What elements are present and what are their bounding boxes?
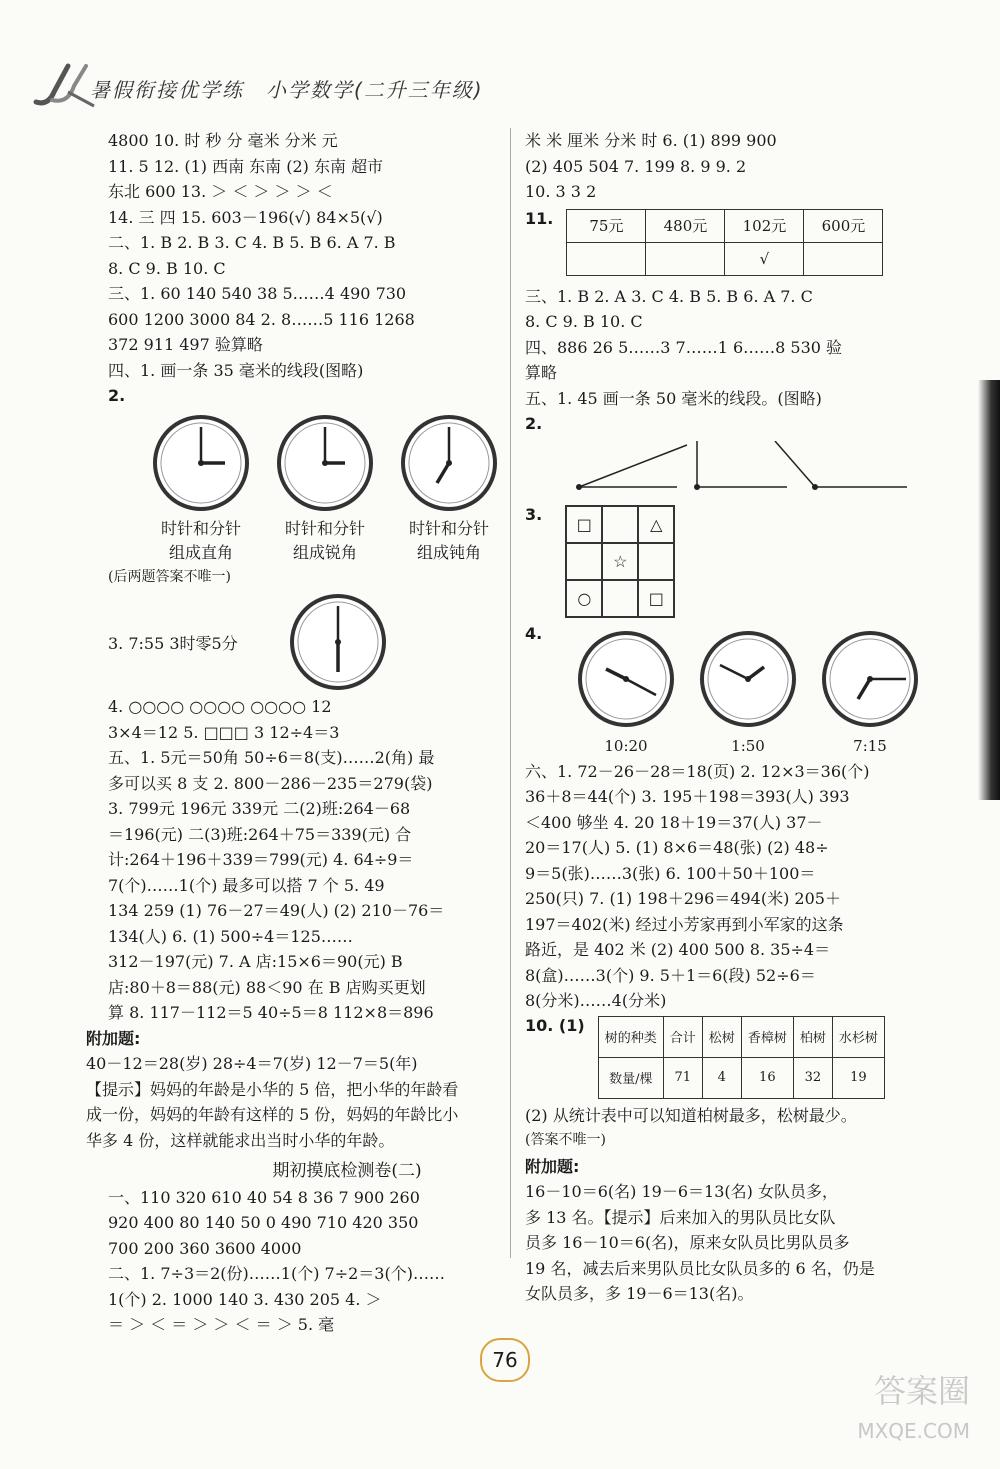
header-title: 暑假衔接优学练 小学数学(二升三年级) <box>90 78 484 102</box>
answer-line: 算略 <box>525 363 558 382</box>
table-cell: 102元 <box>725 209 804 242</box>
table-cell: 19 <box>832 1057 884 1098</box>
answer-line: 华多 4 份，这样就能求出当时小华的年龄。 <box>86 1130 395 1150</box>
clock-icon <box>288 592 388 692</box>
table-cell: √ <box>725 242 804 275</box>
q11-label: 11. <box>525 208 554 228</box>
table-cell <box>804 242 883 275</box>
answer-line: 134(人) 6. (1) 500÷4＝125…… <box>108 926 353 946</box>
answer-line: 女队员多，多 19－6＝13(名)。 <box>525 1284 754 1303</box>
answer-line: 三、1. B 2. A 3. C 4. B 5. B 6. A 7. C <box>525 286 813 306</box>
answer-line: 8. C 9. B 10. C <box>108 258 226 278</box>
answer-line: 二、1. 7÷3＝2(份)……1(个) 7÷2＝3(个)…… <box>108 1264 445 1283</box>
answer-line: 员多 16－10＝6(名)，原来女队员比男队员多 <box>525 1233 850 1252</box>
answer-line: 600 1200 3000 84 2. 8……5 116 1268 <box>108 309 415 329</box>
table-cell: 树的种类 <box>598 1016 663 1057</box>
clock-time-label: 7:15 <box>853 736 887 755</box>
answer-line: 算 8. 117－112＝5 40÷5＝8 112×8＝896 <box>108 1003 434 1022</box>
price-table <box>566 209 883 276</box>
answer-line: 8(盒)……3(个) 9. 5＋1＝6(段) 52÷6＝ <box>525 965 816 985</box>
clock-caption: 时针和分针 <box>160 518 241 538</box>
clock-item <box>274 413 376 565</box>
answer-line: 312－197(元) 7. A 店:15×6＝90(元) B <box>108 952 403 971</box>
answer-line: 五、1. 45 画一条 50 毫米的线段。(图略) <box>525 388 822 408</box>
table-cell: 水杉树 <box>832 1016 884 1057</box>
answer-line: 成一份，妈妈的年龄有这样的 5 份，妈妈的年龄比小 <box>86 1105 459 1124</box>
table-cell: 32 <box>793 1057 832 1098</box>
angles-diagram <box>547 441 907 497</box>
table-cell: 16 <box>741 1057 793 1098</box>
answer-line: 8. C 9. B 10. C <box>525 312 643 331</box>
answer-line: 134 259 (1) 76－27＝49(人) (2) 210－76＝ <box>108 901 445 920</box>
answer-line: 40－12＝28(岁) 28÷4＝7(岁) 12－7＝5(年) <box>86 1054 418 1073</box>
answer-line: 8(分米)……4(分米) <box>525 991 667 1010</box>
clock-caption: 组成锐角 <box>292 542 357 562</box>
clock-icon <box>151 413 251 513</box>
grid-cell: □ <box>638 580 674 617</box>
table-cell: 75元 <box>567 209 646 242</box>
answer-line: 19 名，减去后来男队员比女队员多的 6 名，仍是 <box>525 1258 875 1278</box>
answer-line: 4. ○○○○ ○○○○ ○○○○ 12 <box>108 697 332 716</box>
grid-cell <box>566 543 602 580</box>
right-column <box>525 128 930 1307</box>
left-column <box>86 128 506 1338</box>
clock-icon <box>820 629 920 729</box>
table-cell: 71 <box>663 1057 702 1098</box>
grid-cell <box>602 506 638 543</box>
table-cell <box>646 242 725 275</box>
answer-line: 计:264＋196＋339＝799(元) 4. 64÷9＝ <box>108 850 414 869</box>
answer-line: 36＋8＝44(个) 3. 195＋198＝393(人) 393 <box>525 787 850 806</box>
answer-line: 16－10＝6(名) 19－6＝13(名) 女队员多， <box>525 1182 838 1201</box>
answer-line: 2. <box>525 414 543 433</box>
header-subtitle: 小学数学(二升三年级) <box>266 78 484 102</box>
table-cell: 600元 <box>804 209 883 242</box>
answer-line: ＝ ＞ ＜ ＝ ＞ ＞ ＜ ＝ ＞ 5. 毫 <box>108 1315 335 1334</box>
table-cell: 松树 <box>702 1016 741 1057</box>
q3-label: 3. <box>525 504 543 524</box>
clock-row-right <box>575 629 930 755</box>
shape-grid <box>565 505 675 618</box>
clock-caption: 时针和分针 <box>408 518 489 538</box>
clock-item <box>150 413 252 565</box>
answer-line: 米 米 厘米 分米 时 6. (1) 899 900 <box>525 131 777 150</box>
clock-caption: 组成直角 <box>168 542 233 562</box>
answer-line: 六、1. 72－26－28＝18(页) 2. 12×3＝36(个) <box>525 761 870 781</box>
grid-cell <box>602 580 638 617</box>
answer-line: 五、1. 5元＝50角 50÷6＝8(支)……2(角) 最 <box>108 748 435 767</box>
section-title: 期初摸底检测卷(二) <box>272 1161 422 1181</box>
answer-line: 700 200 360 3600 4000 <box>108 1238 302 1258</box>
note-text: (后两题答案不唯一) <box>108 568 231 585</box>
answer-line: 二、1. B 2. B 3. C 4. B 5. B 6. A 7. B <box>108 233 396 252</box>
answer-line: 920 400 80 140 50 0 490 710 420 350 <box>108 1213 419 1232</box>
extra-title: 附加题: <box>86 1028 141 1048</box>
watermark-sub: MXQE.COM <box>857 1419 970 1443</box>
answer-line: 四、1. 画一条 35 毫米的线段(图略) <box>108 360 364 380</box>
answer-line: 四、886 26 5……3 7……1 6……8 530 验 <box>525 337 843 357</box>
answer-line: 东北 600 13. ＞ ＜ ＞ ＞ ＞ ＜ <box>108 182 333 201</box>
answer-line: 250(只) 7. (1) 198＋296＝494(米) 205＋ <box>525 889 841 908</box>
answer-line: 1(个) 2. 1000 140 3. 430 205 4. ＞ <box>108 1289 382 1309</box>
clock-item <box>819 629 921 755</box>
page-edge-shadow <box>978 380 1000 800</box>
watermark-main: 答案圈 <box>873 1372 970 1410</box>
q3-row <box>525 505 930 618</box>
clock-icon <box>399 413 499 513</box>
answer-line: 多 13 名。【提示】后来加入的男队员比女队 <box>525 1207 836 1227</box>
answer-line: 372 911 497 验算略 <box>108 335 263 354</box>
answer-line: 三、1. 60 140 540 38 5……4 490 730 <box>108 284 407 303</box>
answer-line: 路近，是 402 米 (2) 400 500 8. 35÷4＝ <box>525 940 831 959</box>
grid-cell: ☆ <box>602 543 638 580</box>
q4-label: 4. <box>525 623 543 643</box>
clock-time-label: 10:20 <box>604 736 648 755</box>
clock-caption: 组成钝角 <box>416 542 481 562</box>
answer-line: 2. <box>108 386 126 405</box>
column-divider <box>510 128 511 1258</box>
q10-row <box>525 1016 930 1099</box>
answer-line: 3. 7:55 3时零5分 <box>108 633 238 653</box>
answer-line: 9＝5(张)……3(张) 6. 100＋50＋100＝ <box>525 863 816 883</box>
clock-time-label: 1:50 <box>731 736 765 755</box>
table-cell: 香樟树 <box>741 1016 793 1057</box>
answer-line: 3. 799元 196元 339元 二(2)班:264－68 <box>108 799 411 818</box>
answer-line: 197＝402(米) 经过小芳家再到小军家的这条 <box>525 914 844 934</box>
answer-line: 14. 三 四 15. 603－196(√) 84×5(√) <box>108 207 383 227</box>
note-text: (答案不唯一) <box>525 1132 606 1148</box>
clock-icon <box>698 629 798 729</box>
brand-logo-icon <box>28 62 98 110</box>
answer-line: 【提示】妈妈的年龄是小华的 5 倍，把小华的年龄看 <box>86 1079 459 1099</box>
table-cell: 合计 <box>663 1016 702 1057</box>
page-number: 76 <box>480 1338 530 1382</box>
clock-item <box>575 629 677 755</box>
table-cell: 柏树 <box>793 1016 832 1057</box>
clock-caption: 时针和分针 <box>284 518 365 538</box>
extra-title: 附加题: <box>525 1156 580 1176</box>
table-cell: 4 <box>702 1057 741 1098</box>
answer-line: 一、110 320 610 40 54 8 36 7 900 260 <box>108 1187 420 1207</box>
grid-cell: △ <box>638 506 674 543</box>
page-header <box>28 62 528 110</box>
grid-cell: □ <box>566 506 602 543</box>
answer-line: ＜400 够坐 4. 20 18＋19＝37(人) 37－ <box>525 812 823 832</box>
table-cell: 480元 <box>646 209 725 242</box>
answer-line: 10. 3 3 2 <box>525 182 597 201</box>
answer-line: 3×4＝12 5. □□□ 3 12÷4＝3 <box>108 722 340 742</box>
q11-row <box>525 209 930 276</box>
grid-cell: ○ <box>566 580 602 617</box>
clock-row-left <box>150 413 506 565</box>
answer-line: ＝196(元) 二(3)班:264＋75＝339(元) 合 <box>108 824 412 844</box>
clock-item <box>398 413 500 565</box>
clock-icon <box>275 413 375 513</box>
answer-line: 7(个)……1(个) 最多可以搭 7 个 5. 49 <box>108 875 385 895</box>
answer-line: (2) 405 504 7. 199 8. 9 9. 2 <box>525 156 747 176</box>
q10-label: 10. (1) <box>525 1015 585 1035</box>
watermark <box>800 1371 970 1451</box>
answer-line: 20＝17(人) 5. (1) 8×6＝48(张) (2) 48÷ <box>525 838 829 857</box>
answer-line: 多可以买 8 支 2. 800－286－235＝279(袋) <box>108 773 433 793</box>
answer-line: 11. 5 12. (1) 西南 东南 (2) 东南 超市 <box>108 156 384 176</box>
q3-row <box>108 590 506 694</box>
table-cell: 数量/棵 <box>598 1057 663 1098</box>
clock-icon <box>576 629 676 729</box>
grid-cell <box>638 543 674 580</box>
answer-line: (2) 从统计表中可以知道柏树最多，松树最少。 <box>525 1105 857 1125</box>
answer-line: 4800 10. 时 秒 分 毫米 分米 元 <box>108 131 338 150</box>
clock-item <box>697 629 799 755</box>
tree-stats-table <box>598 1016 885 1099</box>
table-cell <box>567 242 646 275</box>
answer-line: 店:80＋8＝88(元) 88＜90 在 B 店购买更划 <box>108 977 426 997</box>
